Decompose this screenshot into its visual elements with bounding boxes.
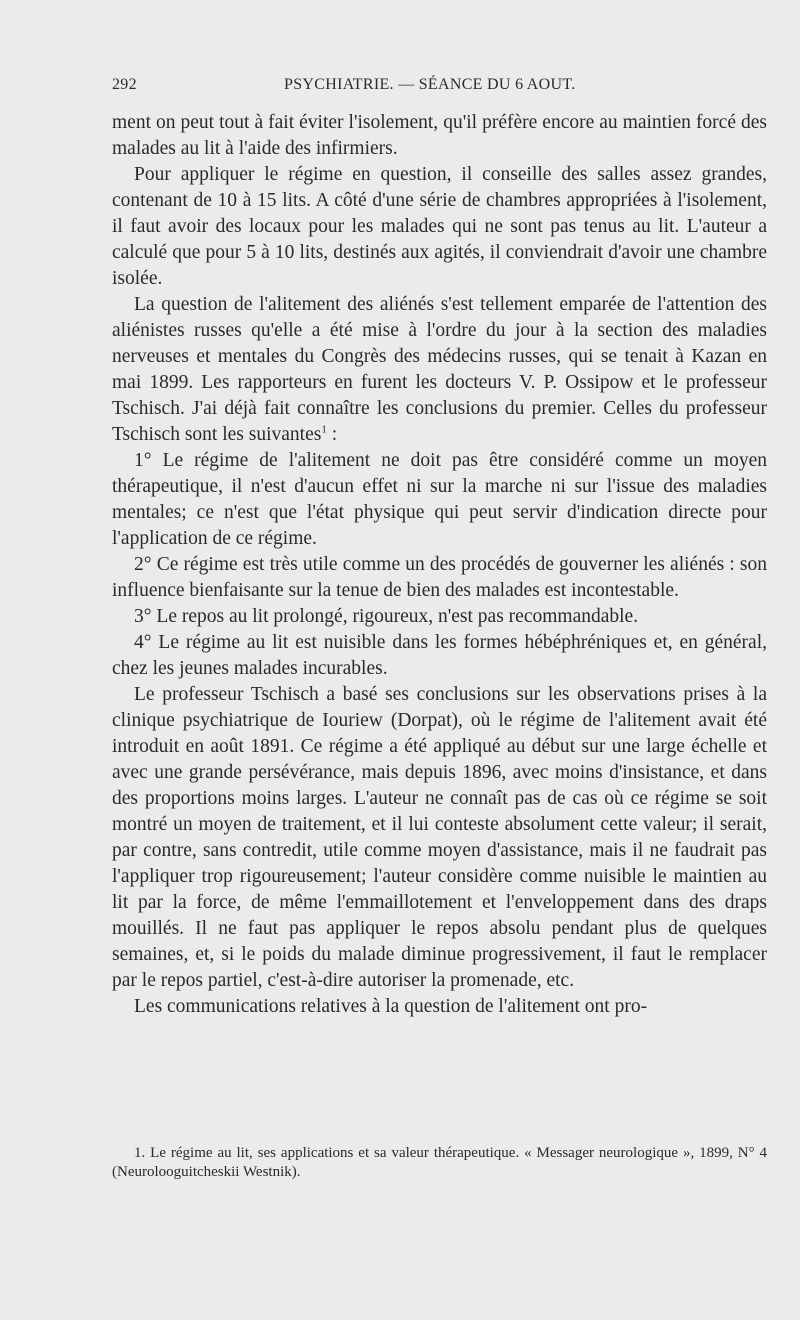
paragraph-tschisch: Le professeur Tschisch a basé ses conclusions sur les observations prises à la clinique psychiatrique de Iouriew (Dorpat), où le régime de l'alitement avait été introduit en août 1891. Ce régime a été appliqué au début sur une large échelle et avec une grande persévérance, mais depuis 1896, avec moins d'insistance, et dans des proportions moins larges. L'auteur ne connaît pas de cas où ce régime se soit montré un moyen de traitement, et il lui conteste absolument cette valeur; il serait, par contre, sans contredit, utile comme moyen d'assistance, mais il ne faudrait pas l'appliquer trop rigoureusement; l'auteur considère comme nuisible le maintien au lit par la force, de même l'emmaillotement et l'enveloppement dans des draps mouillés. Il ne faut pas appliquer le repos absolu pendant plus de quelques semaines, et, si le poids du malade diminue progressivement, il faut le remplacer par le repos partiel, c'est-à-dire autoriser la promenade, etc. (112, 684, 767, 991)
paragraph-2: Pour appliquer le régime en question, il conseille des salles assez grandes, contenant de 10 à 15 lits. A côté d'une série de chambres appropriées à l'isolement, il faut avoir des locaux pour les malades qui ne sont pas tenus au lit. L'auteur a calculé que pour 5 à 10 lits, destinés aux agités, il conviendrait d'avoir une chambre isolée. (112, 164, 767, 289)
footnote-text: Le régime au lit, ses applications et sa valeur thérapeutique. « Messager neurologique », 1899, N° 4 (Neurolooguitcheskii Westnik). (112, 1145, 768, 1180)
footnote-number: 1. (134, 1145, 146, 1161)
page-number: 292 (112, 76, 137, 93)
footnote-reference: 1 (321, 423, 327, 436)
conclusion-4: 4° Le régime au lit est nuisible dans les formes hébéphréniques et, en général, chez les jeunes malades incurables. (112, 632, 767, 679)
paragraph-3 (112, 292, 767, 448)
footnote (112, 1144, 767, 1182)
conclusion-2: 2° Ce régime est très utile comme un des procédés de gouverner les aliénés : son influence bienfaisante sur la tenue de bien des malades est incontestable. (112, 554, 767, 601)
body-text (112, 110, 767, 1020)
paragraph-1: ment on peut tout à fait éviter l'isolement, qu'il préfère encore au maintien forcé des malades au lit à l'aide des infirmiers. (112, 112, 767, 159)
conclusion-1: 1° Le régime de l'alitement ne doit pas être considéré comme un moyen thérapeutique, il n'est d'aucun effet ni sur la marche ni sur l'issue des maladies mentales; ce n'est que l'état physique qui peut servir d'indication directe pour l'application de ce régime. (112, 450, 767, 549)
paragraph-3-colon: : (326, 424, 338, 445)
page-header (112, 76, 767, 100)
conclusion-3: 3° Le repos au lit prolongé, rigoureux, n'est pas recommandable. (134, 606, 639, 627)
paragraph-communications: Les communications relatives à la question de l'alitement ont pro- (134, 996, 648, 1017)
paragraph-3-text: La question de l'alitement des aliénés s'est tellement emparée de l'attention des aliénistes russes qu'elle a été mise à l'ordre du jour à la section des maladies nerveuses et mentales du Congrès des médecins russes, qui se tenait à Kazan en mai 1899. Les rapporteurs en furent les docteurs V. P. Ossipow et le professeur Tschisch. J'ai déjà fait connaître les conclusions du premier. Celles du professeur Tschisch sont les suivantes (112, 294, 767, 445)
running-head: PSYCHIATRIE. — SÉANCE DU 6 AOUT. (284, 76, 576, 93)
